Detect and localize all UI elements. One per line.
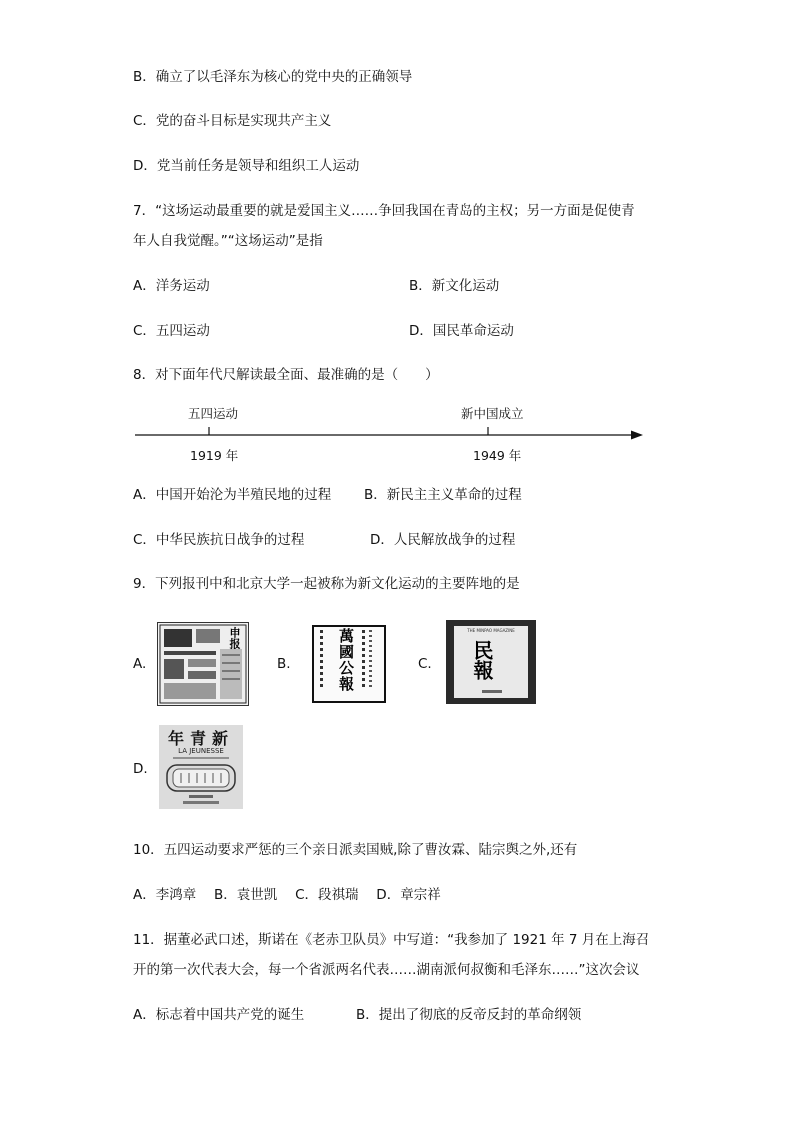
q10-options: A．李鸿章 B．袁世凯 C．段祺瑞 D．章宗祥	[133, 887, 441, 903]
q9-image-a	[157, 622, 249, 706]
q7-option-a: A．洋务运动	[133, 278, 210, 294]
q8-option-c: C．中华民族抗日战争的过程	[133, 532, 305, 548]
q7-option-c: C．五四运动	[133, 323, 210, 339]
q11-option-b: B．提出了彻底的反帝反封的革命纲领	[356, 1007, 582, 1023]
q9-image-d	[159, 725, 243, 809]
timeline-year-1: 1919 年	[190, 448, 239, 463]
q8-stem: 8．对下面年代尺解读最全面、最准确的是（ ）	[133, 367, 439, 383]
q8-option-d: D．人民解放战争的过程	[370, 532, 516, 548]
q9-option-b-label: B.	[277, 656, 291, 672]
la-jeunesse-text: LA JEUNESSE	[178, 747, 224, 755]
q7-option-b: B．新文化运动	[409, 278, 500, 294]
q9-option-d-label: D.	[133, 761, 148, 777]
minbao-title: 民報	[470, 640, 494, 680]
q6-option-d: D．党当前任务是领导和组织工人运动	[133, 158, 360, 174]
q6-option-c: C．党的奋斗目标是实现共产主义	[133, 113, 332, 129]
q8-option-a: A．中国开始沦为半殖民地的过程	[133, 487, 332, 503]
q11-option-a: A．标志着中国共产党的诞生	[133, 1007, 305, 1023]
timeline-event-2: 新中国成立	[461, 406, 524, 421]
minbao-en-title: THE MINPAO MAGAZINE	[467, 628, 515, 633]
q7-option-d: D．国民革命运动	[409, 323, 514, 339]
q6-option-b: B．确立了以毛泽东为核心的党中央的正确领导	[133, 69, 413, 85]
q11-stem-line2: 开的第一次代表大会，每一个省派两名代表……湖南派何叔衡和毛泽东……”这次会议	[133, 962, 640, 978]
q7-stem-line2: 年人自我觉醒。”“这场运动”是指	[133, 233, 323, 249]
q11-stem-line1: 11．据董必武口述，斯诺在《老赤卫队员》中写道：“我参加了 1921 年 7 月在上海召	[133, 932, 650, 948]
q9-option-a-label: A.	[133, 656, 147, 672]
q7-stem-line1: 7．“这场运动最重要的就是爱国主义……争回我国在青岛的主权；另一方面是促使青	[133, 203, 635, 219]
q8-option-b: B．新民主主义革命的过程	[364, 487, 522, 503]
timeline-axis	[133, 424, 653, 448]
q10-stem: 10．五四运动要求严惩的三个亲日派卖国贼,除了曹汝霖、陆宗舆之外,还有	[133, 842, 578, 858]
timeline	[133, 400, 653, 470]
q9-option-c-label: C.	[418, 656, 432, 672]
q9-image-c	[446, 620, 536, 704]
xinqingnian-cover-decoration	[159, 725, 243, 809]
timeline-event-1: 五四运动	[188, 406, 239, 421]
xinqingnian-title: 新青年	[167, 729, 234, 748]
shenbao-title: 申报	[228, 627, 241, 649]
q9-image-b	[306, 622, 390, 704]
timeline-year-2: 1949 年	[473, 448, 522, 463]
q9-stem: 9．下列报刊中和北京大学一起被称为新文化运动的主要阵地的是	[133, 576, 520, 592]
wanguo-gongbao-title: 萬國公報	[337, 628, 355, 692]
